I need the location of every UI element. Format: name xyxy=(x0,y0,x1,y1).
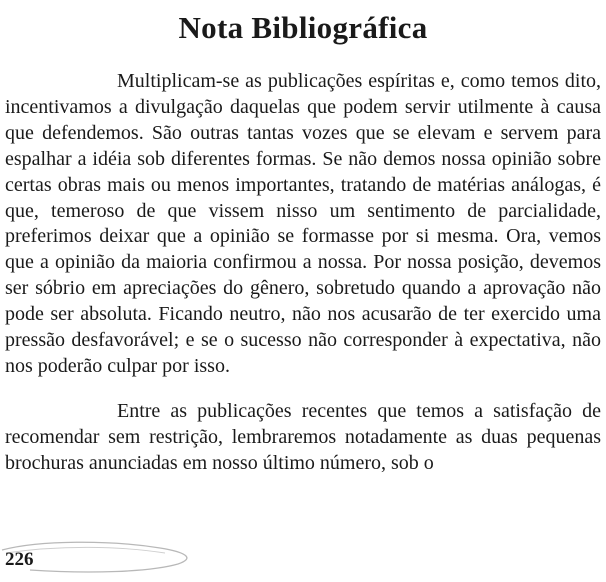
footer-swoosh-ornament xyxy=(0,536,606,582)
article-body xyxy=(5,69,601,477)
paragraph-1: Multiplicam-se as publicações espíritas e, como temos dito, incentivamos a divulgação daquelas que podem servir utilmente à causa que defendemos. São outras tantas vozes que se elevam e servem para espalhar a idéia sob diferentes formas. Se não demos nossa opinião sobre certas obras mais ou menos importantes, tratando de matérias análogas, é que, temeroso de que vissem nisso um sentimento de parcialidade, preferimos deixar que a opinião se formasse por si mesma. Ora, vemos que a opinião da maioria confirmou a nossa. Por nossa posição, devemos ser sóbrio em apreciações do gênero, sobretudo quando a aprovação não pode ser absoluta. Ficando neutro, não nos acusarão de ter exercido uma pressão desfavorável; e se o sucesso não corresponder à expectativa, não nos poderão culpar por isso. xyxy=(5,70,601,377)
page-footer xyxy=(0,536,606,582)
paragraph-2: Entre as publicações recentes que temos a satisfação de recomendar sem restrição, lembraremos notadamente as duas pequenas brochuras anunciadas em nosso último número, sob o xyxy=(5,399,601,474)
page-number: 226 xyxy=(5,549,34,570)
page-title: Nota Bibliográfica xyxy=(178,10,428,45)
